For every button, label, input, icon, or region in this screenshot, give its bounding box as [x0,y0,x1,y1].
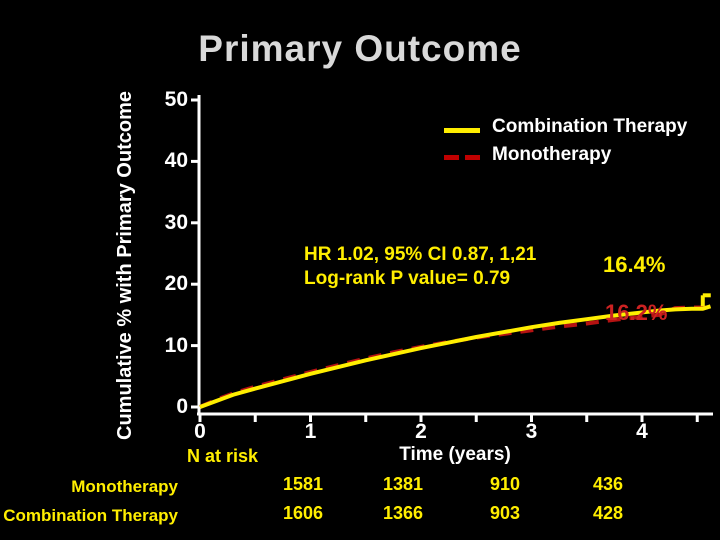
y-tick-label: 40 [164,149,188,173]
n-at-risk-value: 1366 [382,503,424,523]
x-axis-title: Time (years) [399,444,511,465]
x-tick-label: 1 [304,420,317,443]
legend-dash-mono-1 [444,155,459,160]
legend-dash-mono-2 [465,155,480,160]
n-at-risk-value: 1581 [282,474,324,494]
end-label-combination: 16.4% [603,252,666,277]
hr-annotation [304,243,536,291]
x-tick-label: 4 [636,420,648,443]
y-tick-label: 0 [176,395,188,418]
n-at-risk-value: 436 [592,474,624,494]
x-tick-label: 2 [415,420,427,443]
legend-label-monotherapy: Monotherapy [492,144,612,165]
y-tick-label: 30 [164,210,188,234]
legend-label-combination: Combination Therapy [492,116,688,137]
hr-annotation-line2: Log-rank P value= 0.79 [304,268,511,289]
n-at-risk-value: 428 [592,503,624,523]
n-at-risk-value: 903 [489,503,521,523]
y-tick-label: 50 [164,88,188,111]
end-label-monotherapy: 16.2% [605,300,668,325]
x-tick-label: 0 [194,420,206,443]
hr-annotation-line1: HR 1.02, 95% CI 0.87, 1,21 [304,244,537,265]
y-tick-label: 10 [164,333,188,357]
n-at-risk-row-label-monotherapy: Monotherapy [71,477,178,496]
legend-line-combination [444,128,480,133]
x-tick-label: 3 [525,420,538,443]
page-title: Primary Outcome [198,28,522,69]
n-at-risk-value: 910 [489,474,521,494]
n-at-risk-value: 1606 [282,503,324,523]
y-tick-label: 20 [164,272,188,296]
y-axis-label: Cumulative % with Primary Outcome [114,91,136,441]
n-at-risk-header: N at risk [187,446,259,466]
n-at-risk-value: 1381 [382,474,424,494]
n-at-risk-row-label-combination: Combination Therapy [3,506,178,525]
